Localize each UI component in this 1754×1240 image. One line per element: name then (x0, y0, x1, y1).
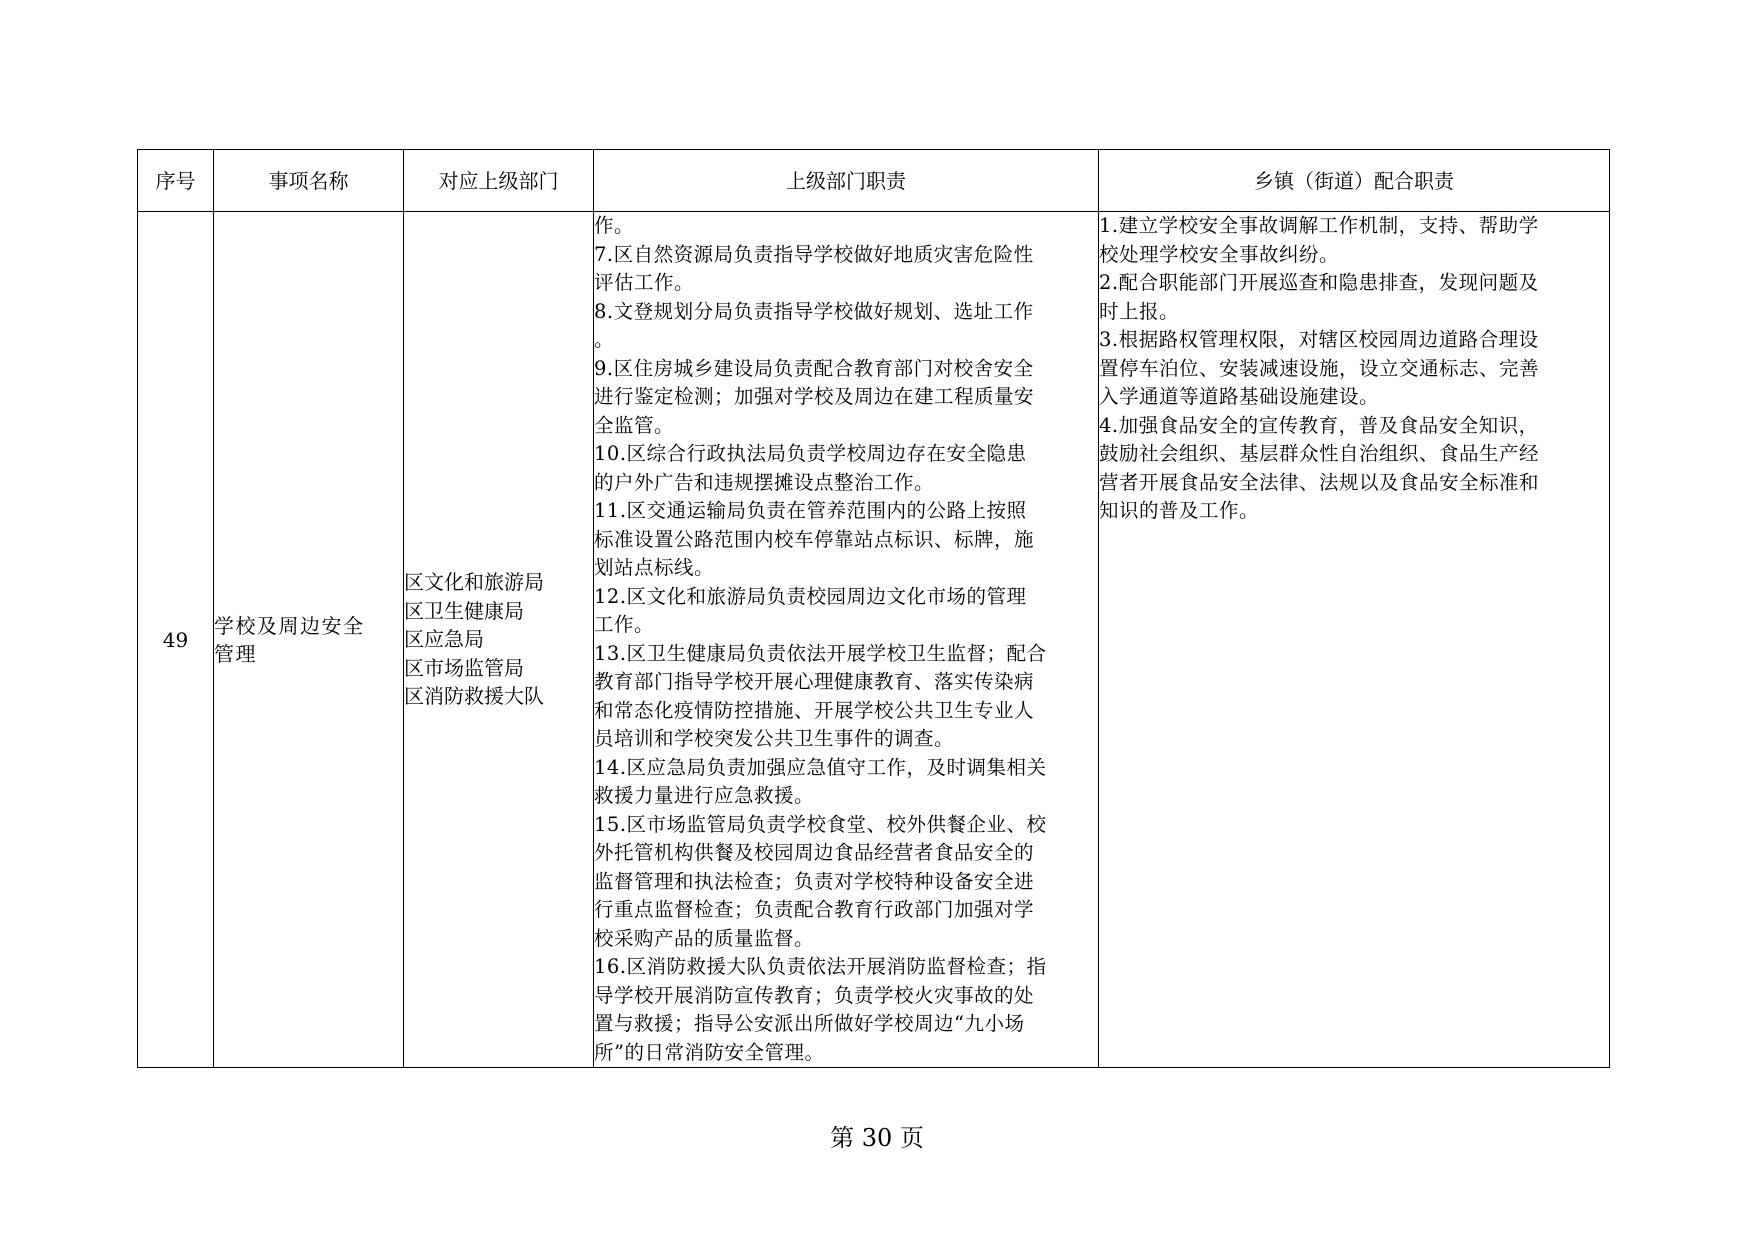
duty-line: 导学校开展消防宣传教育；负责学校火灾事故的处 (594, 983, 1035, 1007)
duty-line: 10.区综合行政执法局负责学校周边存在安全隐患 (594, 442, 1027, 465)
department-item: 区消防救援大队 (404, 684, 544, 709)
header-town-duties: 乡镇（街道）配合职责 (1099, 150, 1610, 212)
department-item: 区卫生健康局 (404, 598, 524, 623)
row-departments (404, 212, 594, 1068)
duty-line: 救援力量进行应急救援。 (594, 784, 815, 807)
duty-line: 16.区消防救援大队负责依法开展消防监督检查；指 (594, 955, 1047, 978)
town-duty-line: 3.根据路权管理权限，对辖区校园周边道路合理设 (1099, 328, 1539, 351)
table-header-row (138, 150, 1610, 212)
header-item-name: 事项名称 (214, 150, 404, 212)
duty-line: 标准设置公路范围内校车停靠站点标识、标牌，施 (594, 527, 1035, 551)
item-name-line: 管理 (214, 641, 257, 666)
row-superior-duties (594, 212, 1099, 1068)
header-superior-department: 对应上级部门 (404, 150, 594, 212)
duty-line: 全监管。 (594, 413, 675, 437)
duty-line: 行重点监督检查；负责配合教育行政部门加强对学 (594, 898, 1035, 921)
duty-line: 进行鉴定检测；加强对学校及周边在建工程质量安 (594, 385, 1035, 408)
town-duty-line: 营者开展食品安全法律、法规以及食品安全标准和 (1099, 470, 1540, 494)
department-item: 区应急局 (404, 627, 484, 652)
duty-line: 置与救援；指导公安派出所做好学校周边“九小场 (594, 1012, 1025, 1035)
town-duty-line: 校处理学校安全事故纠纷。 (1099, 242, 1340, 266)
town-duty-line: 置停车泊位、安装减速设施，设立交通标志、完善 (1099, 356, 1540, 380)
town-duty-line: 1.建立学校安全事故调解工作机制，支持、帮助学 (1099, 214, 1539, 237)
table-row (138, 212, 1610, 1068)
town-duty-line: 2.配合职能部门开展巡查和隐患排查，发现问题及 (1099, 271, 1539, 294)
duty-line: 12.区文化和旅游局负责校园周边文化市场的管理 (594, 584, 1027, 608)
duty-line: 8.文登规划分局负责指导学校做好规划、选址工作 (594, 299, 1034, 323)
responsibility-table (137, 149, 1610, 1068)
duty-line: 11.区交通运输局负责在管养范围内的公路上按照 (594, 499, 1027, 522)
duty-line: 14.区应急局负责加强应急值守工作，及时调集相关 (594, 755, 1047, 779)
duty-line: 教育部门指导学校开展心理健康教育、落实传染病 (594, 670, 1035, 693)
town-duty-line: 知识的普及工作。 (1099, 499, 1260, 522)
duty-line: 评估工作。 (594, 271, 695, 294)
duty-line: 监督管理和执法检查；负责对学校特种设备安全进 (594, 869, 1035, 893)
duty-line: 7.区自然资源局负责指导学校做好地质灾害危险性 (594, 242, 1034, 266)
duty-line: 校采购产品的质量监督。 (594, 926, 815, 950)
duty-line: 作。 (594, 214, 635, 237)
duty-line: 9.区住房城乡建设局负责配合教育部门对校舍安全 (594, 356, 1034, 380)
duty-line: 划站点标线。 (594, 556, 715, 579)
header-superior-duties: 上级部门职责 (594, 150, 1099, 212)
header-index: 序号 (138, 150, 214, 212)
row-town-duties (1099, 212, 1610, 1068)
town-duty-line: 入学通道等道路基础设施建设。 (1099, 385, 1380, 408)
town-duty-line: 鼓励社会组织、基层群众性自治组织、食品生产经 (1099, 442, 1540, 465)
item-name-line: 学校及周边安全 (214, 613, 365, 638)
duty-line: 的户外广告和违规摆摊设点整治工作。 (594, 470, 935, 494)
duty-line: 15.区市场监管局负责学校食堂、校外供餐企业、校 (594, 812, 1047, 836)
duty-line: 和常态化疫情防控措施、开展学校公共卫生专业人 (594, 698, 1035, 722)
duty-line: 外托管机构供餐及校园周边食品经营者食品安全的 (594, 841, 1035, 864)
row-index: 49 (138, 212, 214, 1068)
department-item: 区文化和旅游局 (404, 570, 544, 595)
town-duty-line: 时上报。 (1099, 299, 1180, 323)
duty-line: 13.区卫生健康局负责依法开展学校卫生监督；配合 (594, 641, 1047, 665)
page-number: 第 30 页 (830, 1124, 924, 1152)
duty-line: 所”的日常消防安全管理。 (594, 1040, 825, 1064)
duty-line: 。 (594, 328, 615, 351)
duty-line: 工作。 (594, 613, 655, 636)
duty-line: 员培训和学校突发公共卫生事件的调查。 (594, 727, 955, 750)
town-duty-line: 4.加强食品安全的宣传教育，普及食品安全知识， (1099, 413, 1539, 437)
row-item-name (214, 212, 404, 1068)
department-item: 区市场监管局 (404, 655, 524, 680)
